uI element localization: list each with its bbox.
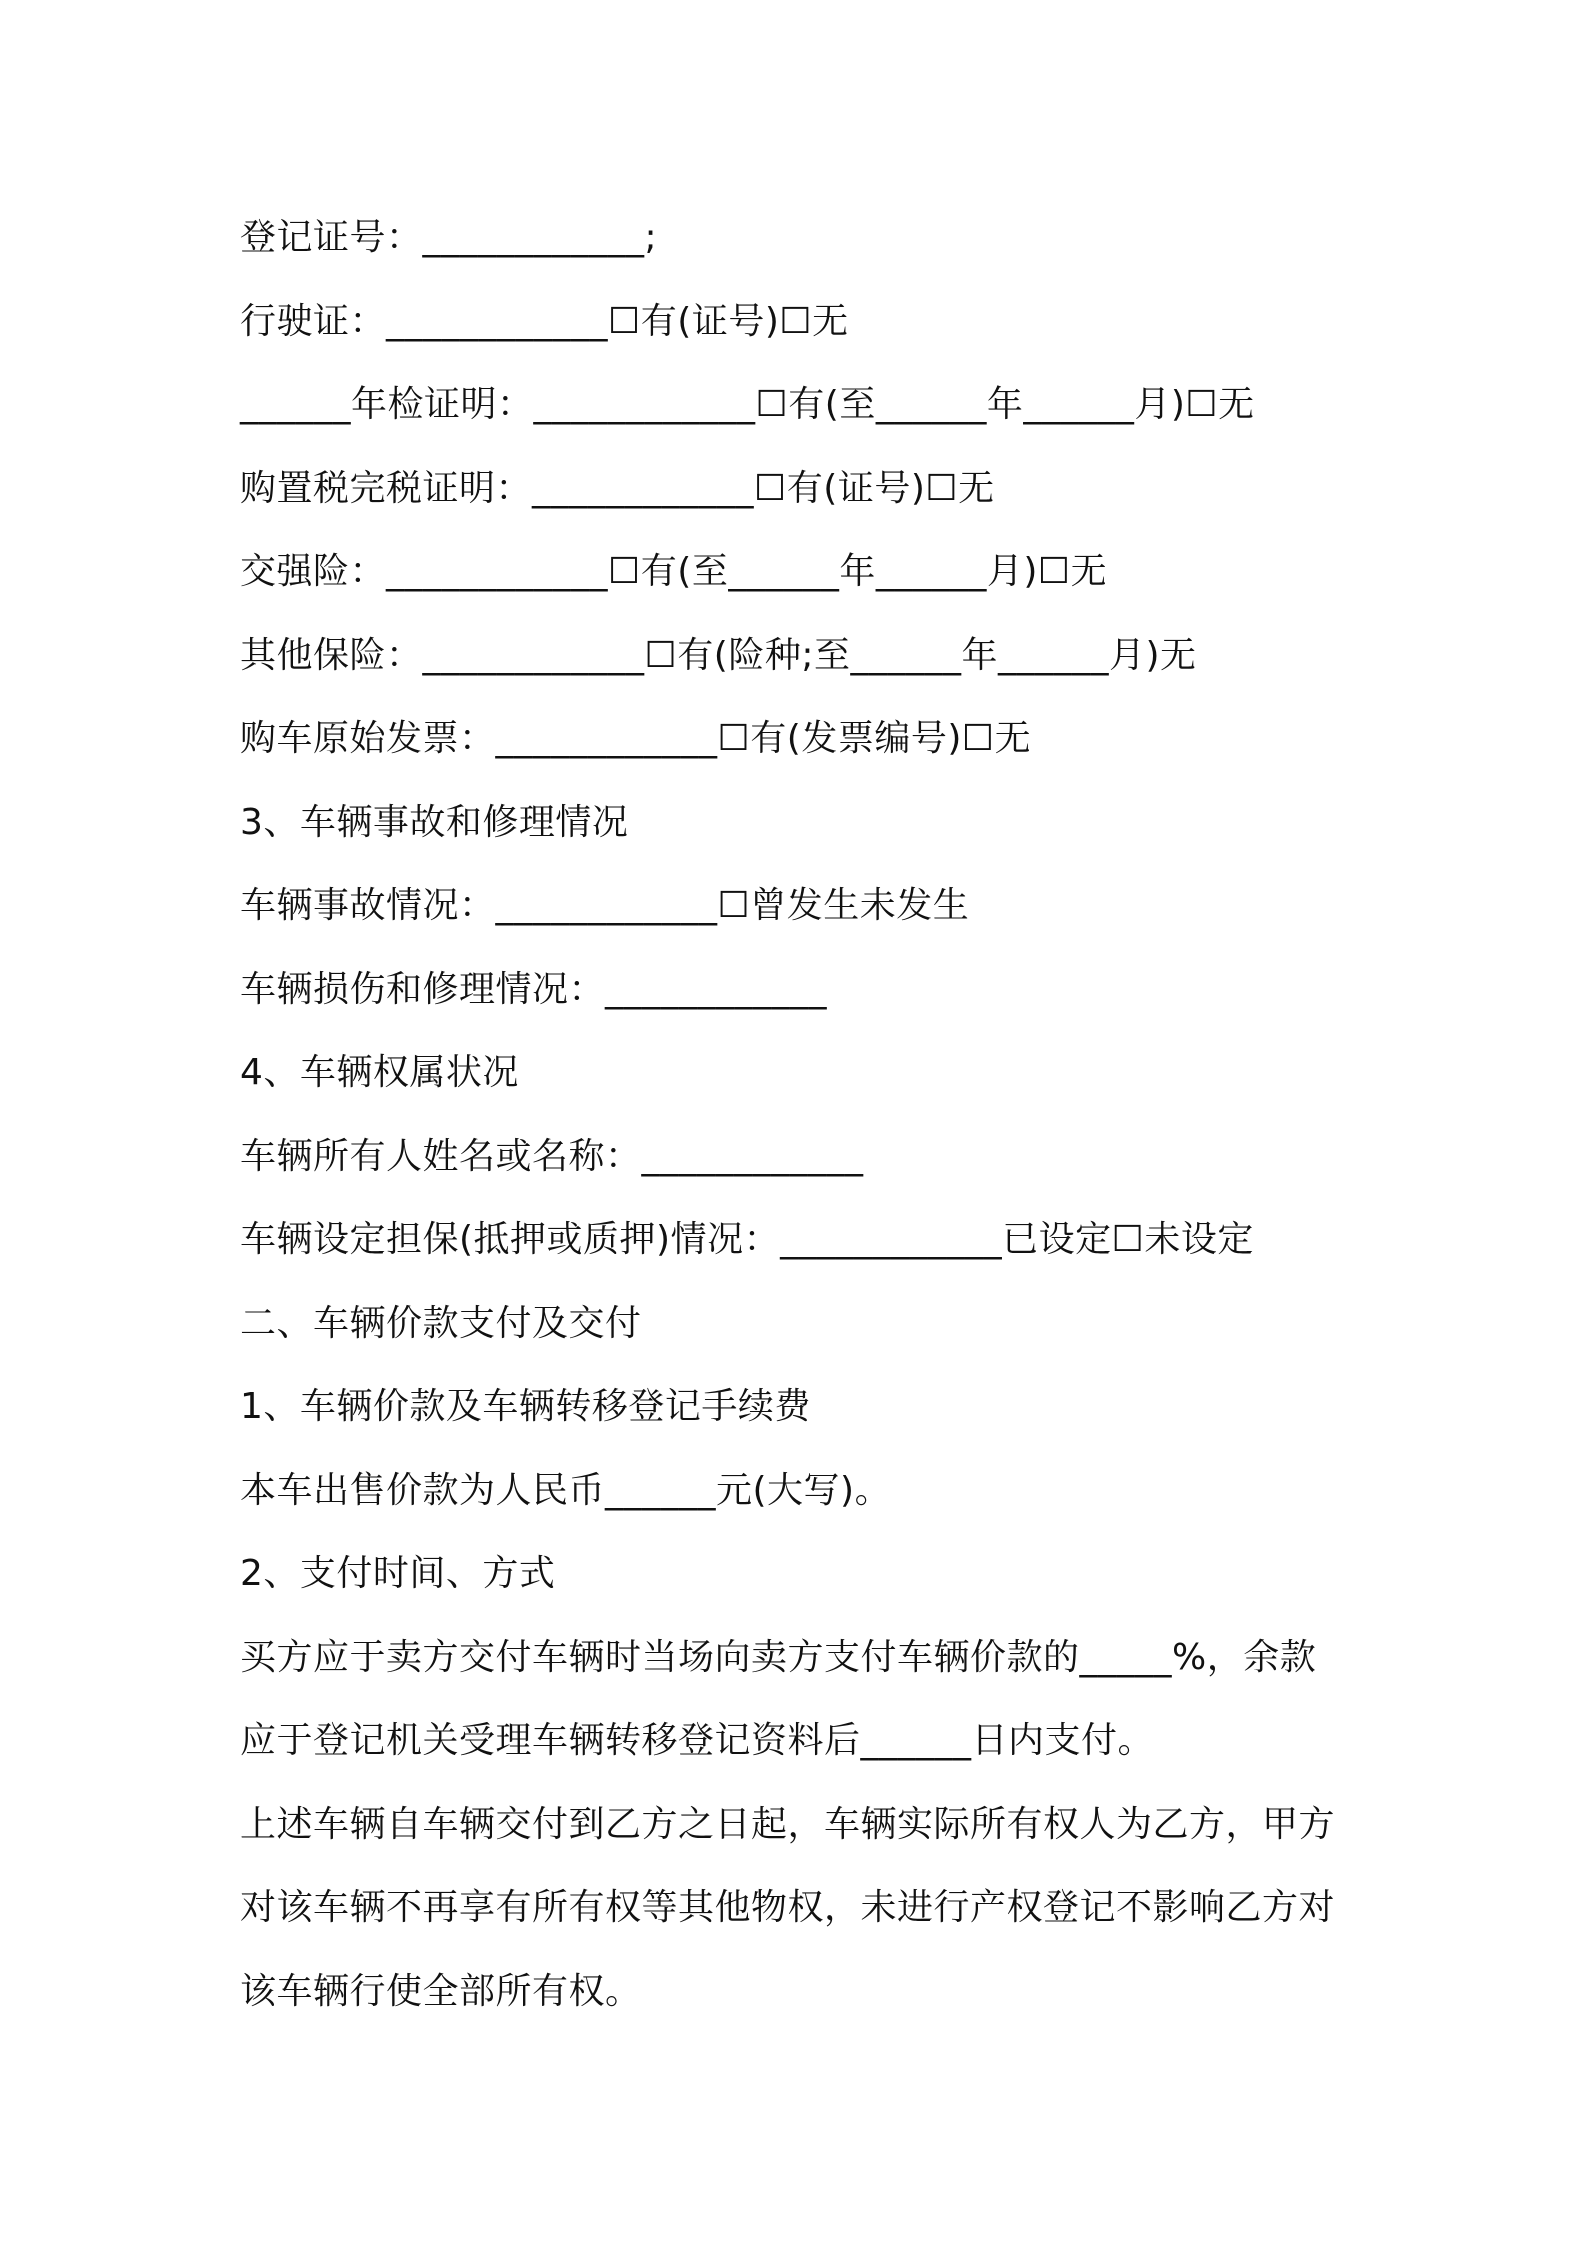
- section-accident-heading: 3、车辆事故和修理情况: [240, 801, 629, 843]
- subsection-payment-method-heading: 2、支付时间、方式: [240, 1553, 556, 1594]
- original-invoice-line: 购车原始发票：____________☐有(发票编号)☐无: [240, 718, 1032, 759]
- section-ownership-heading: 4、车辆权属状况: [240, 1052, 519, 1093]
- damage-repair-line: 车辆损伤和修理情况：____________: [240, 968, 828, 1010]
- sale-price-line: 本车出售价款为人民币______元(大写)。: [240, 1469, 892, 1511]
- payment-paragraph-line-1: 买方应于卖方交付车辆时当场向卖方支付车辆价款的_____%，余款: [240, 1636, 1317, 1678]
- accident-status-line: 车辆事故情况：____________☐曾发生未发生: [240, 885, 970, 926]
- compulsory-insurance-line: 交强险：____________☐有(至______年______月)☐无: [240, 551, 1108, 592]
- section-payment-heading: 二、车辆价款支付及交付: [240, 1302, 642, 1344]
- payment-paragraph-line-2: 应于登记机关受理车辆转移登记资料后______日内支付。: [240, 1720, 1155, 1761]
- purchase-tax-line: 购置税完税证明：____________☐有(证号)☐无: [240, 467, 995, 509]
- document-body: [240, 196, 1360, 2033]
- other-insurance-line: 其他保险：____________☐有(险种;至______年______月)无: [240, 634, 1197, 676]
- guarantee-status-line: 车辆设定担保(抵押或质押)情况：____________已设定☐未设定: [240, 1219, 1254, 1260]
- ownership-paragraph-line-2: 对该车辆不再享有所有权等其他物权，未进行产权登记不影响乙方对: [240, 1887, 1336, 1928]
- owner-name-line: 车辆所有人姓名或名称：____________: [240, 1135, 864, 1177]
- registration-cert-line: 登记证号：____________;: [240, 217, 658, 258]
- driving-license-line: 行驶证：____________☐有(证号)☐无: [240, 300, 849, 342]
- subsection-price-heading: 1、车辆价款及车辆转移登记手续费: [240, 1386, 811, 1427]
- ownership-paragraph-line-3: 该车辆行使全部所有权。: [240, 1970, 642, 2012]
- annual-inspection-line: ______年检证明：____________☐有(至______年______月)☐无: [240, 384, 1255, 425]
- ownership-paragraph-line-1: 上述车辆自车辆交付到乙方之日起，车辆实际所有权人为乙方，甲方: [240, 1803, 1336, 1845]
